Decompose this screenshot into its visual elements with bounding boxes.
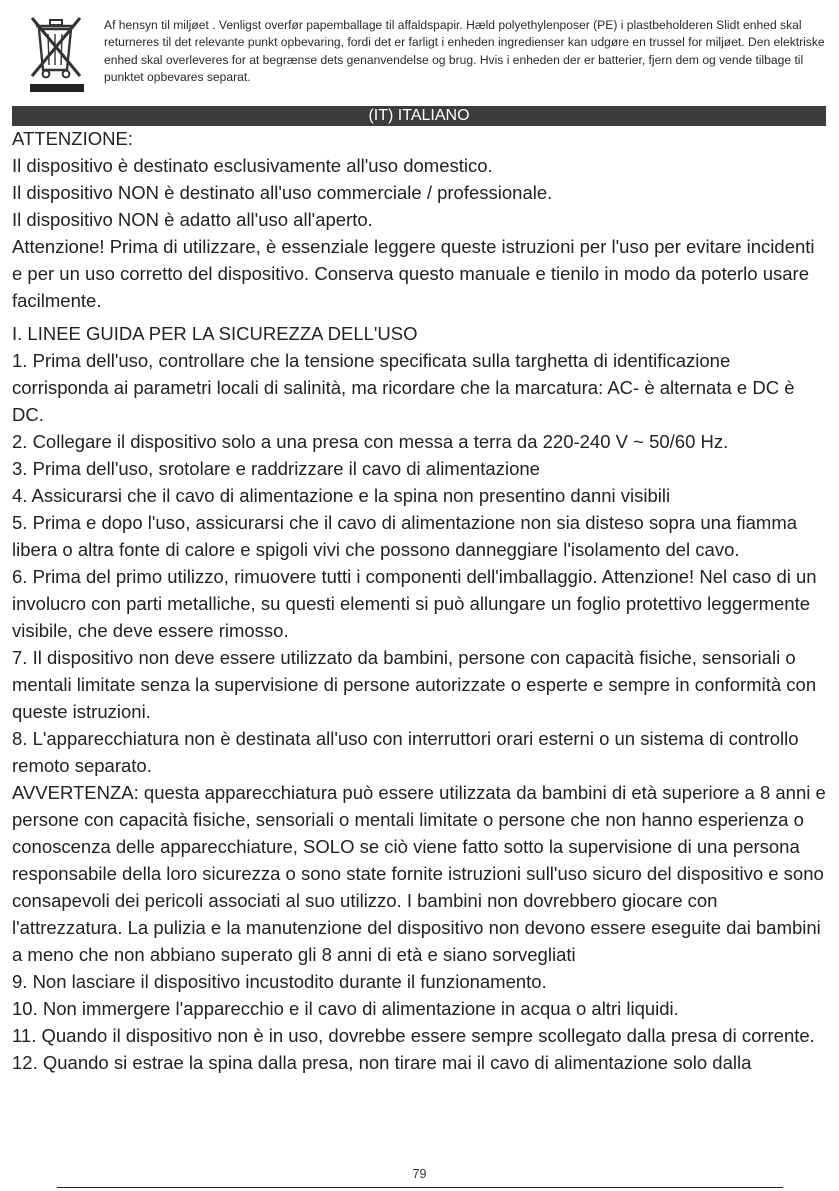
- attention-line: Il dispositivo NON è destinato all'uso commerciale / professionale.: [12, 182, 553, 203]
- page-number: 79: [412, 1167, 427, 1181]
- safety-item: 12. Quando si estrae la spina dalla presa, non tirare mai il cavo di alimentazione solo dalla: [12, 1052, 752, 1073]
- crossed-out-wheelie-bin-icon: [26, 12, 88, 94]
- safety-item: 4. Assicurarsi che il cavo di alimentazione e la spina non presentino danni visibili: [12, 485, 671, 506]
- safety-warning: AVVERTENZA: questa apparecchiatura può essere utilizzata da bambini di età superiore a 8 anni e persone con capacità fisiche, sensoriali o mentali limitate o persone che non hanno esperienza o conoscenza delle apparecchiature, SOLO se ciò viene fatto sotto la supervisione di una persona responsabile della loro sicurezza o sono state fornite istruzioni sull'uso sicuro del dispositivo e sono consapevoli dei pericoli associati al suo utilizzo. I bambini non dovrebbero giocare con l'attrezzatura. La pulizia e la manutenzione del dispositivo non devono essere eseguite dai bambini a meno che non abbiano superato gli 8 anni di età e siano sorvegliati: [12, 782, 826, 965]
- safety-item: 3. Prima dell'uso, srotolare e raddrizzare il cavo di alimentazione: [12, 458, 540, 479]
- safety-section-title: I. LINEE GUIDA PER LA SICUREZZA DELL'USO: [12, 323, 418, 344]
- manual-content: [12, 125, 828, 1076]
- footer-divider: [57, 1187, 783, 1188]
- attention-line: Il dispositivo NON è adatto all'uso all'aperto.: [12, 209, 373, 230]
- safety-item: 6. Prima del primo utilizzo, rimuovere tutti i componenti dell'imballaggio. Attenzione! Nel caso di un involucro con parti metalliche, su questi elementi si può allungare un foglio protettivo leggermente visibile, che deve essere rimosso.: [12, 566, 817, 641]
- safety-item: 1. Prima dell'uso, controllare che la tensione specificata sulla targhetta di identificazione corrisponda ai parametri locali di salinità, ma ricordare che la marcatura: AC- è alternata e DC è DC.: [12, 350, 795, 425]
- disposal-notice: [16, 8, 826, 96]
- language-header: (IT) ITALIANO: [12, 106, 826, 126]
- safety-item: 10. Non immergere l'apparecchio e il cavo di alimentazione in acqua o altri liquidi.: [12, 998, 679, 1019]
- safety-item: 2. Collegare il dispositivo solo a una presa con messa a terra da 220-240 V ~ 50/60 Hz.: [12, 431, 729, 452]
- safety-item: 5. Prima e dopo l'uso, assicurarsi che il cavo di alimentazione non sia disteso sopra una fiamma libera o altra fonte di calore e spigoli vivi che possono danneggiare l'isolamento del cavo.: [12, 512, 798, 560]
- attention-line: Il dispositivo è destinato esclusivamente all'uso domestico.: [12, 155, 493, 176]
- safety-item: 9. Non lasciare il dispositivo incustodito durante il funzionamento.: [12, 971, 547, 992]
- attention-line: Attenzione! Prima di utilizzare, è essenziale leggere queste istruzioni per l'uso per evitare incidenti e per un uso corretto del dispositivo. Conserva questo manuale e tienilo in modo da poterlo usare facilmente.: [12, 236, 815, 311]
- attention-title: ATTENZIONE:: [12, 128, 133, 149]
- disposal-text: Af hensyn til miljøet . Venligst overfør papemballage til affaldspapir. Hæld polyethylenposer (PE) i plastbeholderen Slidt enhed skal returneres til det relevante punkt opbevaring, fordi det er farligt i enheden ingredienser kan udgøre en trussel for miljøet. Den elektriske enhed skal overleveres for at begrænse dets genanvendelse og brug. Hvis i enheden der er batterier, fjern dem og vende tilbage til punktet opbevares separat.: [104, 18, 825, 84]
- safety-item: 8. L'apparecchiatura non è destinata all'uso con interruttori orari esterni o un sistema di controllo remoto separato.: [12, 728, 799, 776]
- safety-item: 11. Quando il dispositivo non è in uso, dovrebbe essere sempre scollegato dalla presa di corrente.: [12, 1025, 815, 1046]
- safety-item: 7. Il dispositivo non deve essere utilizzato da bambini, persone con capacità fisiche, sensoriali o mentali limitate senza la supervisione di persone autorizzate o esperte e sempre in conformità con queste istruzioni.: [12, 647, 817, 722]
